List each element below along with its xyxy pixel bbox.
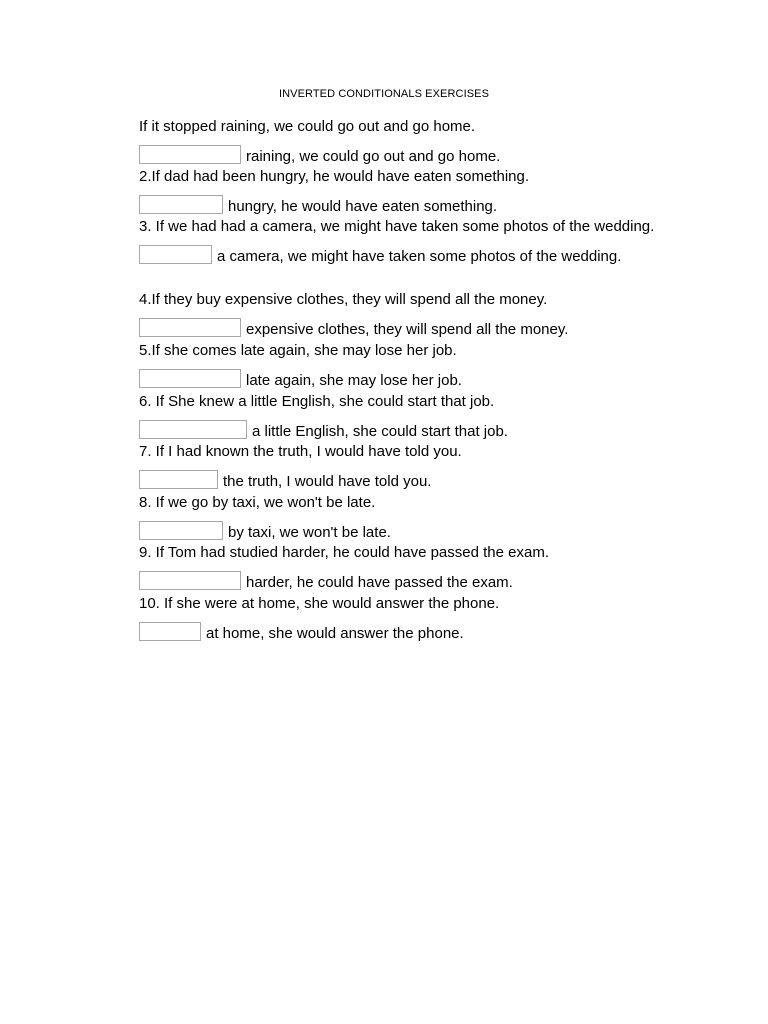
- answer-line: [139, 364, 679, 388]
- exercise-8: [139, 492, 679, 540]
- answer-tail-text: a camera, we might have taken some photos of the wedding.: [217, 248, 622, 265]
- exercise-question: If it stopped raining, we could go out and go home.: [139, 118, 476, 135]
- exercise-question: 9. If Tom had studied harder, he could have passed the exam.: [139, 544, 549, 561]
- answer-tail-text: raining, we could go out and go home.: [246, 148, 501, 165]
- answer-blank-input[interactable]: [139, 245, 212, 264]
- answer-tail-text: the truth, I would have told you.: [223, 473, 432, 490]
- exercise-6: [139, 391, 679, 439]
- answer-tail-text: late again, she may lose her job.: [246, 372, 462, 389]
- exercise-10: [139, 593, 679, 641]
- exercise-7: [139, 441, 679, 489]
- answer-blank-input[interactable]: [139, 470, 218, 489]
- exercise-question: 6. If She knew a little English, she could start that job.: [139, 393, 495, 410]
- exercise-5: [139, 340, 679, 388]
- answer-tail-text: a little English, she could start that job.: [252, 423, 508, 440]
- answer-blank-input[interactable]: [139, 521, 223, 540]
- answer-tail-text: by taxi, we won't be late.: [228, 524, 391, 541]
- answer-line: [139, 240, 679, 264]
- answer-blank-input[interactable]: [139, 622, 201, 641]
- answer-blank-input[interactable]: [139, 318, 241, 337]
- answer-line: [139, 516, 679, 540]
- exercise-2: [139, 166, 679, 214]
- exercise-9: [139, 542, 679, 590]
- answer-tail-text: hungry, he would have eaten something.: [228, 198, 498, 215]
- answer-line: [139, 140, 679, 164]
- page-title: INVERTED CONDITIONALS EXERCISES: [278, 88, 490, 100]
- answer-blank-input[interactable]: [139, 571, 241, 590]
- answer-blank-input[interactable]: [139, 195, 223, 214]
- answer-blank-input[interactable]: [139, 145, 241, 164]
- exercise-4: [139, 289, 679, 337]
- exercise-question: 7. If I had known the truth, I would have told you.: [139, 443, 462, 460]
- answer-blank-input[interactable]: [139, 420, 247, 439]
- answer-tail-text: harder, he could have passed the exam.: [246, 574, 513, 591]
- answer-line: [139, 617, 679, 641]
- exercise-question: 10. If she were at home, she would answer the phone.: [139, 595, 500, 612]
- answer-line: [139, 415, 679, 439]
- answer-blank-input[interactable]: [139, 369, 241, 388]
- answer-line: [139, 465, 679, 489]
- answer-line: [139, 566, 679, 590]
- exercise-1: [139, 116, 679, 164]
- exercise-question: 3. If we had had a camera, we might have taken some photos of the wedding.: [139, 218, 655, 235]
- answer-line: [139, 190, 679, 214]
- answer-tail-text: at home, she would answer the phone.: [206, 625, 464, 642]
- exercise-question: 5.If she comes late again, she may lose her job.: [139, 342, 457, 359]
- answer-tail-text: expensive clothes, they will spend all the money.: [246, 321, 569, 338]
- exercise-question: 4.If they buy expensive clothes, they will spend all the money.: [139, 291, 548, 308]
- exercise-question: 2.If dad had been hungry, he would have eaten something.: [139, 168, 530, 185]
- exercise-question: 8. If we go by taxi, we won't be late.: [139, 494, 376, 511]
- exercise-3: [139, 216, 679, 264]
- answer-line: [139, 313, 679, 337]
